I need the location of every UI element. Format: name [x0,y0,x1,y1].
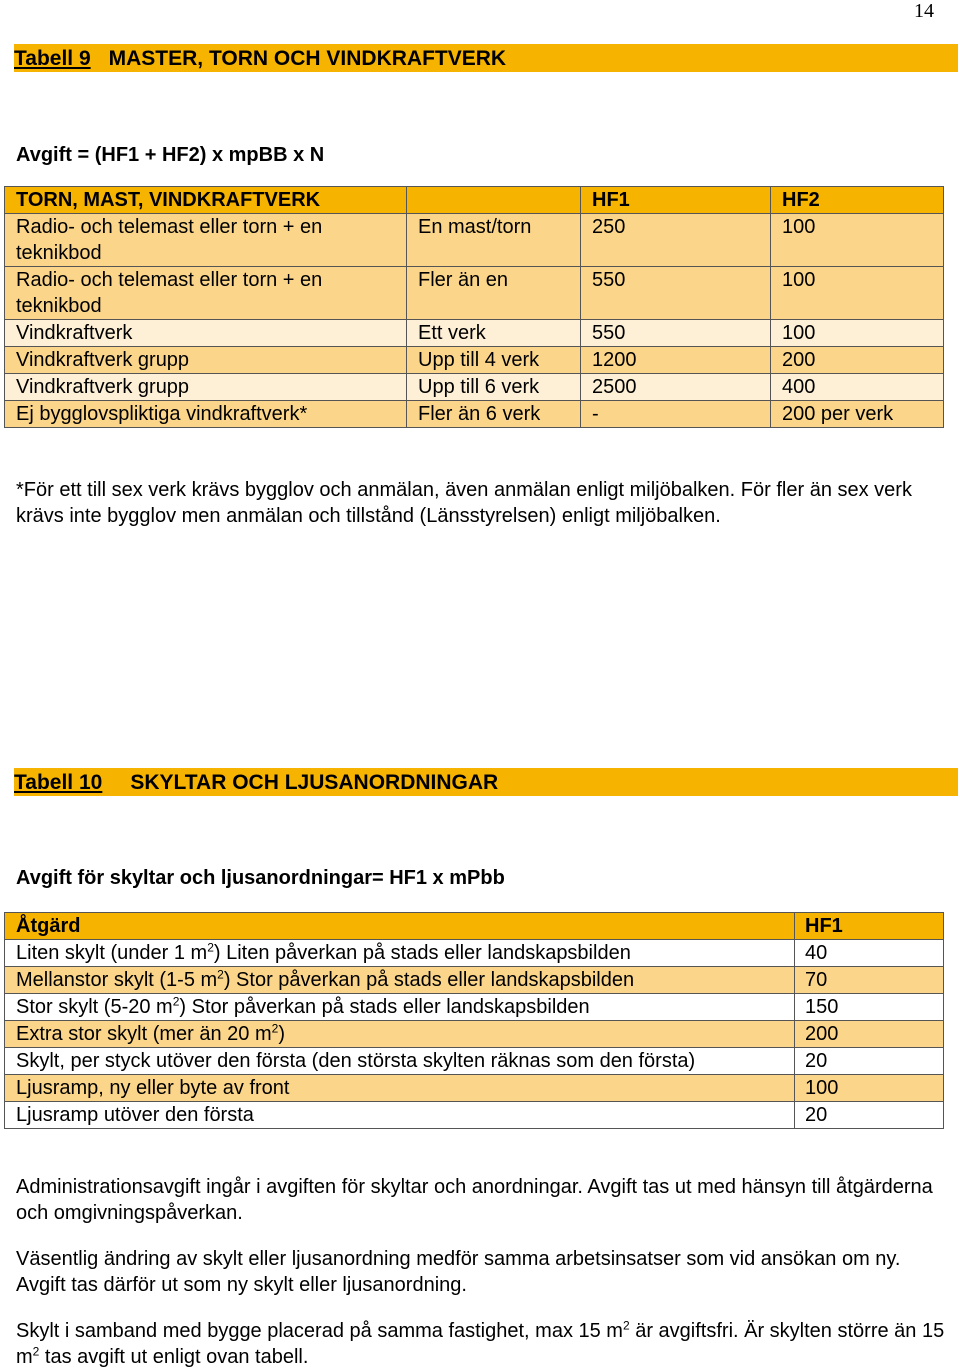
hf1-cell: 2500 [581,374,771,401]
action-cell [5,1075,795,1102]
action-cell [5,940,795,967]
note-text: tas avgift ut enligt ovan tabell. [39,1346,309,1368]
page-number: 14 [914,0,934,22]
table-row [5,320,944,347]
free-sign-note [16,1318,946,1370]
action-cell [5,1048,795,1075]
hf1-cell: 1200 [581,347,771,374]
table-row [5,994,944,1021]
action-text: Stor skylt (5-20 m [16,996,173,1018]
table-row [5,374,944,401]
quantity-cell: Upp till 4 verk [407,347,581,374]
action-text: Extra stor skylt (mer än 20 m [16,1023,272,1045]
table-row [5,940,944,967]
hf2-cell: 400 [771,374,944,401]
hf1-cell: - [581,401,771,428]
object-cell: Vindkraftverk grupp [5,347,407,374]
table9-label: Tabell 9 [14,47,91,70]
hf1-cell: 200 [795,1021,944,1048]
hf1-cell: 550 [581,267,771,320]
hf1-cell: 150 [795,994,944,1021]
action-text: Ljusramp, ny eller byte av front [16,1077,290,1099]
table-row [5,347,944,374]
action-text: ) Stor påverkan på stads eller landskapsbilden [223,969,635,991]
action-text: Skylt, per styck utöver den första (den största skylten räknas som den första) [16,1050,696,1072]
superscript: 2 [207,940,214,955]
hf1-cell: 70 [795,967,944,994]
table-row [5,1021,944,1048]
superscript: 2 [172,994,180,1009]
action-text: ) [278,1023,285,1045]
header-cell: HF2 [771,187,944,214]
hf1-cell: 20 [795,1102,944,1129]
superscript: 2 [217,967,224,982]
hf1-cell: 40 [795,940,944,967]
table9-fee-table [4,186,944,428]
header-cell: HF1 [581,187,771,214]
table-row [5,1075,944,1102]
table9-title-bar [14,44,958,72]
table-row [5,967,944,994]
header-cell [407,187,581,214]
table-header-row [5,913,944,940]
hf2-cell: 100 [771,320,944,347]
hf1-cell: 100 [795,1075,944,1102]
object-cell: Vindkraftverk [5,320,407,347]
table10-fee-table [4,912,944,1129]
table10-label: Tabell 10 [14,771,103,794]
object-cell: Vindkraftverk grupp [5,374,407,401]
action-cell [5,994,795,1021]
quantity-cell: Fler än 6 verk [407,401,581,428]
table10-title-bar [14,768,958,796]
object-cell: Ej bygglovspliktiga vindkraftverk* [5,401,407,428]
quantity-cell: En mast/torn [407,214,581,267]
table-row [5,401,944,428]
hf2-cell: 200 per verk [771,401,944,428]
quantity-cell: Fler än en [407,267,581,320]
table9-formula: Avgift = (HF1 + HF2) x mpBB x N [16,144,325,166]
action-text: Liten skylt (under 1 m [16,942,208,964]
table9-title: MASTER, TORN OCH VINDKRAFTVERK [108,47,507,70]
table-row [5,1102,944,1129]
action-text: ) Stor påverkan på stads eller landskapsbilden [179,996,590,1018]
action-cell [5,967,795,994]
change-note: Väsentlig ändring av skylt eller ljusanordning medför samma arbetsinsatser som vid ansökan om ny. Avgift tas därför ut som ny skylt eller ljusanordning. [16,1248,901,1296]
action-text: Ljusramp utöver den första [16,1104,254,1126]
header-cell: TORN, MAST, VINDKRAFTVERK [5,187,407,214]
object-cell: Radio- och telemast eller torn + en teknikbod [5,214,407,267]
table-row [5,214,944,267]
action-cell [5,1102,795,1129]
note-text: är avgiftsfri. Är skylten större än 15 m [16,1320,945,1368]
table-header-row [5,187,944,214]
table10-title: SKYLTAR OCH LJUSANORDNINGAR [130,771,499,794]
table10-formula: Avgift för skyltar och ljusanordningar= HF1 x mPbb [16,867,505,889]
table-row [5,1048,944,1075]
action-text: Mellanstor skylt (1-5 m [16,969,218,991]
superscript: 2 [622,1318,630,1333]
hf2-cell: 100 [771,267,944,320]
hf2-cell: 200 [771,347,944,374]
hf1-cell: 550 [581,320,771,347]
header-cell: Åtgärd [5,913,795,940]
superscript: 2 [32,1344,40,1359]
hf1-cell: 20 [795,1048,944,1075]
hf2-cell: 100 [771,214,944,267]
table9-footnote: *För ett till sex verk krävs bygglov och anmälan, även anmälan enligt miljöbalken. För fler än sex verk krävs inte bygglov men anmälan och tillstånd (Länsstyrelsen) enligt miljöbalken. [16,479,912,527]
table-row [5,267,944,320]
superscript: 2 [271,1021,279,1036]
object-cell: Radio- och telemast eller torn + en teknikbod [5,267,407,320]
header-cell: HF1 [795,913,944,940]
quantity-cell: Upp till 6 verk [407,374,581,401]
note-text: Skylt i samband med bygge placerad på samma fastighet, max 15 m [16,1320,623,1342]
admin-fee-note: Administrationsavgift ingår i avgiften för skyltar och anordningar. Avgift tas ut med hänsyn till åtgärderna och omgivningspåverkan. [16,1176,933,1224]
action-text: ) Liten påverkan på stads eller landskapsbilden [213,942,631,964]
quantity-cell: Ett verk [407,320,581,347]
hf1-cell: 250 [581,214,771,267]
action-cell [5,1021,795,1048]
